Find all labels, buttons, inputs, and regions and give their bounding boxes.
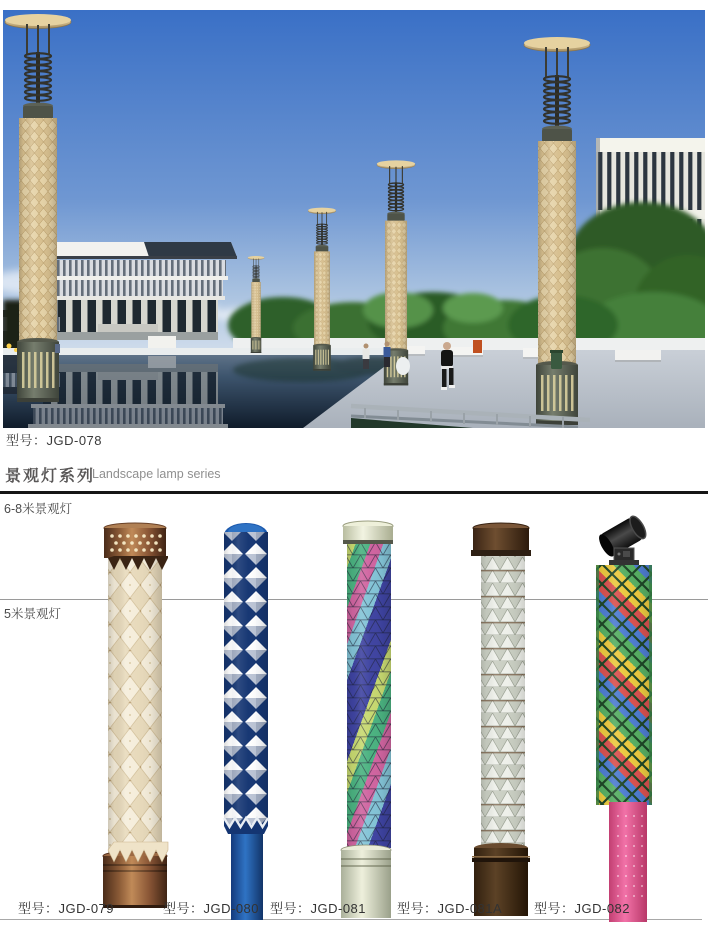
pool-rim [3,348,401,355]
product-figure-jgd-080 [220,518,272,922]
product-label-jgd-082: 型号：JGD-082 [534,901,631,916]
product-label-jgd-079: 型号：JGD-079 [18,901,115,916]
product-label-jgd-081: 型号：JGD-081 [270,901,367,916]
product-figure-jgd-082 [592,504,658,924]
header-rule [0,491,708,494]
height-label-6-8m: 6-8米景观灯 [4,502,73,516]
series-title-zh: 景观灯系列 [5,468,96,485]
hero-photo [3,10,705,428]
product-figure-jgd-081a [470,518,532,920]
product-figure-jgd-081 [338,516,396,922]
product-label-jgd-081a: 型号：JGD-081A [397,901,503,916]
product-label-jgd-080: 型号：JGD-080 [163,901,260,916]
series-title-en: Landscape lamp series [92,467,221,481]
hero-model-label: 型号：JGD-078 [6,433,103,448]
product-figure-jgd-079 [100,520,170,912]
height-label-5m: 5米景观灯 [4,607,61,621]
